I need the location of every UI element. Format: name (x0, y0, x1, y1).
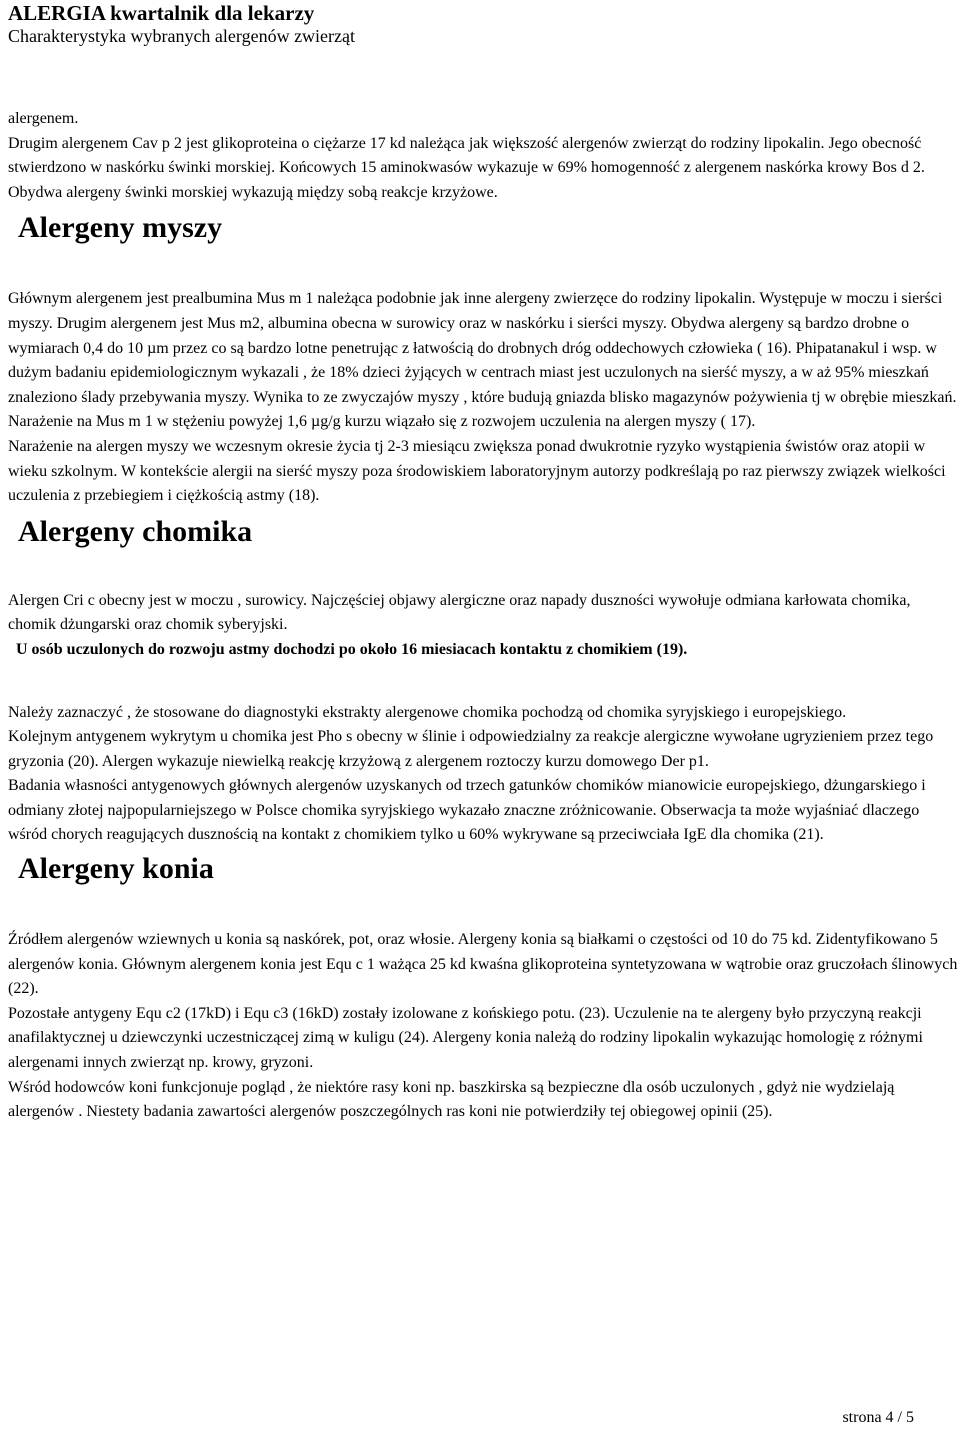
page-number: strona 4 / 5 (842, 1409, 914, 1426)
horse-paragraph-3: Wśród hodowców koni funkcjonuje pogląd , że niektóre rasy koni np. baszkirska są bezpieczne dla osób uczulonych , gdyż nie wydzielają alergenów . Niestety badania zawartości alergenów poszczególnych ras koni nie potwierdziły tej obiegowej opinii (25). (8, 1078, 895, 1121)
section-heading-horse: Alergeny konia (18, 852, 214, 886)
section-heading-hamster: Alergeny chomika (18, 514, 253, 548)
hamster-paragraph-4: Badania własności antygenowych głównych alergenów uzyskanych od trzech gatunków chomików mianowicie europejskiego, dżungarskiego i odmiany złotej najpopularniejszego w Polsce chomika syryjskiego wykazało znaczne zróżnicowanie. Obserwacja ta może wyjaśniać dlaczego wśród chorych reagujących dusznością na kontakt z chomikiem tylko u 60% wykrywane są przeciwciała IgE dla chomika (21). (8, 777, 926, 844)
horse-paragraph-1: Źródłem alergenów wziewnych u konia są naskórek, pot, oraz włosie. Alergeny konia są białkami o częstości od 10 do 75 kd. Zidentyfikowano 5 alergenów konia. Głównym alergenem konia jest Equ c 1 ważąca 25 kd kwaśna glikoproteina syntetyzowana w wątrobie oraz gruczołach ślinowych (22). (8, 931, 958, 998)
hamster-bold-note: U osób uczulonych do rozwoju astmy dochodzi po około 16 miesiacach kontaktu z chomikiem (19). (16, 640, 688, 658)
hamster-paragraph-2: Należy zaznaczyć , że stosowane do diagnostyki ekstrakty alergenowe chomika pochodzą od chomika syryjskiego i europejskiego. (8, 703, 847, 721)
mouse-paragraph-2: Narażenie na alergen myszy we wczesnym okresie życia tj 2-3 miesiącu zwiększa ponad dwukrotnie ryzyko wystąpienia świstów oraz atopii w wieku szkolnym. W kontekście alergii na sierść myszy poza środowiskiem laboratoryjnym autorzy podkreślają po raz pierwszy związek wielkości uczulenia z przebiegiem i ciężkością astmy (18). (8, 437, 946, 505)
mouse-paragraph-1: Głównym alergenem jest prealbumina Mus m 1 należąca podobnie jak inne alergeny zwierzęce do rodziny lipokalin. Występuje w moczu i sierści myszy. Drugim alergenem jest Mus m2, albumina obecna w surowicy oraz w naskórku i sierści myszy. Obydwa alergeny są bardzo drobne o wymiarach 0,4 do 10 µm przez co są bardzo lotne penetrując z łatwością do drobnych dróg oddechowych człowieka ( 16). Phipatanakul i wsp. w dużym badaniu epidemiologicznym wykazali , że 18% dzieci żyjących w centrach miast jest uczulonych na sierść myszy, a w aż 95% mieszkań znaleziono ślady przebywania myszy. Wynika to ze zwyczajów myszy , które budują gniazda blisko magazynów pożywienia tj w obrębie mieszkań. Narażenie na Mus m 1 w stężeniu powyżej 1,6 µg/g kurzu wiązało się z rozwojem uczulenia na alergen myszy ( 17). (8, 290, 957, 431)
section-heading-mouse: Alergeny myszy (18, 211, 223, 245)
hamster-paragraph-1: Alergen Cri c obecny jest w moczu , surowicy. Najczęściej objawy alergiczne oraz napady duszności wywołuje odmiana karłowata chomika, chomik dżungarski oraz chomik syberyjski. (8, 591, 911, 634)
journal-title: ALERGIA kwartalnik dla lekarzy (8, 1, 315, 25)
horse-paragraph-2: Pozostałe antygeny Equ c2 (17kD) i Equ c3 (16kD) zostały izolowane z końskiego potu. (23). Uczulenie na te alergeny było przyczyną reakcji anafilaktycznej u dziewczynki uczestniczącej zimą w kuligu (24). Alergeny konia należą do rodziny lipokalin wykazując homologię z różnymi alergenami innych zwierząt np. krowy, gryzoni. (8, 1004, 923, 1072)
document-subtitle: Charakterystyka wybranych alergenów zwierząt (8, 26, 356, 46)
intro-paragraph: Drugim alergenem Cav p 2 jest glikoproteina o ciężarze 17 kd należąca jak większość alergenów zwierząt do rodziny lipokalin. Jego obecność stwierdzono w naskórku świnki morskiej. Końcowych 15 aminokwasów wykazuje w 69% homogenność z alergenem naskórka krowy Bos d 2. Obydwa alergeny świnki morskiej wykazują między sobą reakcje krzyżowe. (8, 134, 925, 201)
hamster-paragraph-3: Kolejnym antygenem wykrytym u chomika jest Pho s obecny w ślinie i odpowiedzialny za reakcje alergiczne wywołane ugryzieniem przez tego gryzonia (20). Alergen wykazuje niewielką reakcję krzyżową z alergenem roztoczy kurzu domowego Der p1. (8, 728, 934, 770)
document-body (8, 107, 958, 1125)
intro-fragment: alergenem. (8, 110, 79, 127)
document-header (8, 0, 355, 47)
